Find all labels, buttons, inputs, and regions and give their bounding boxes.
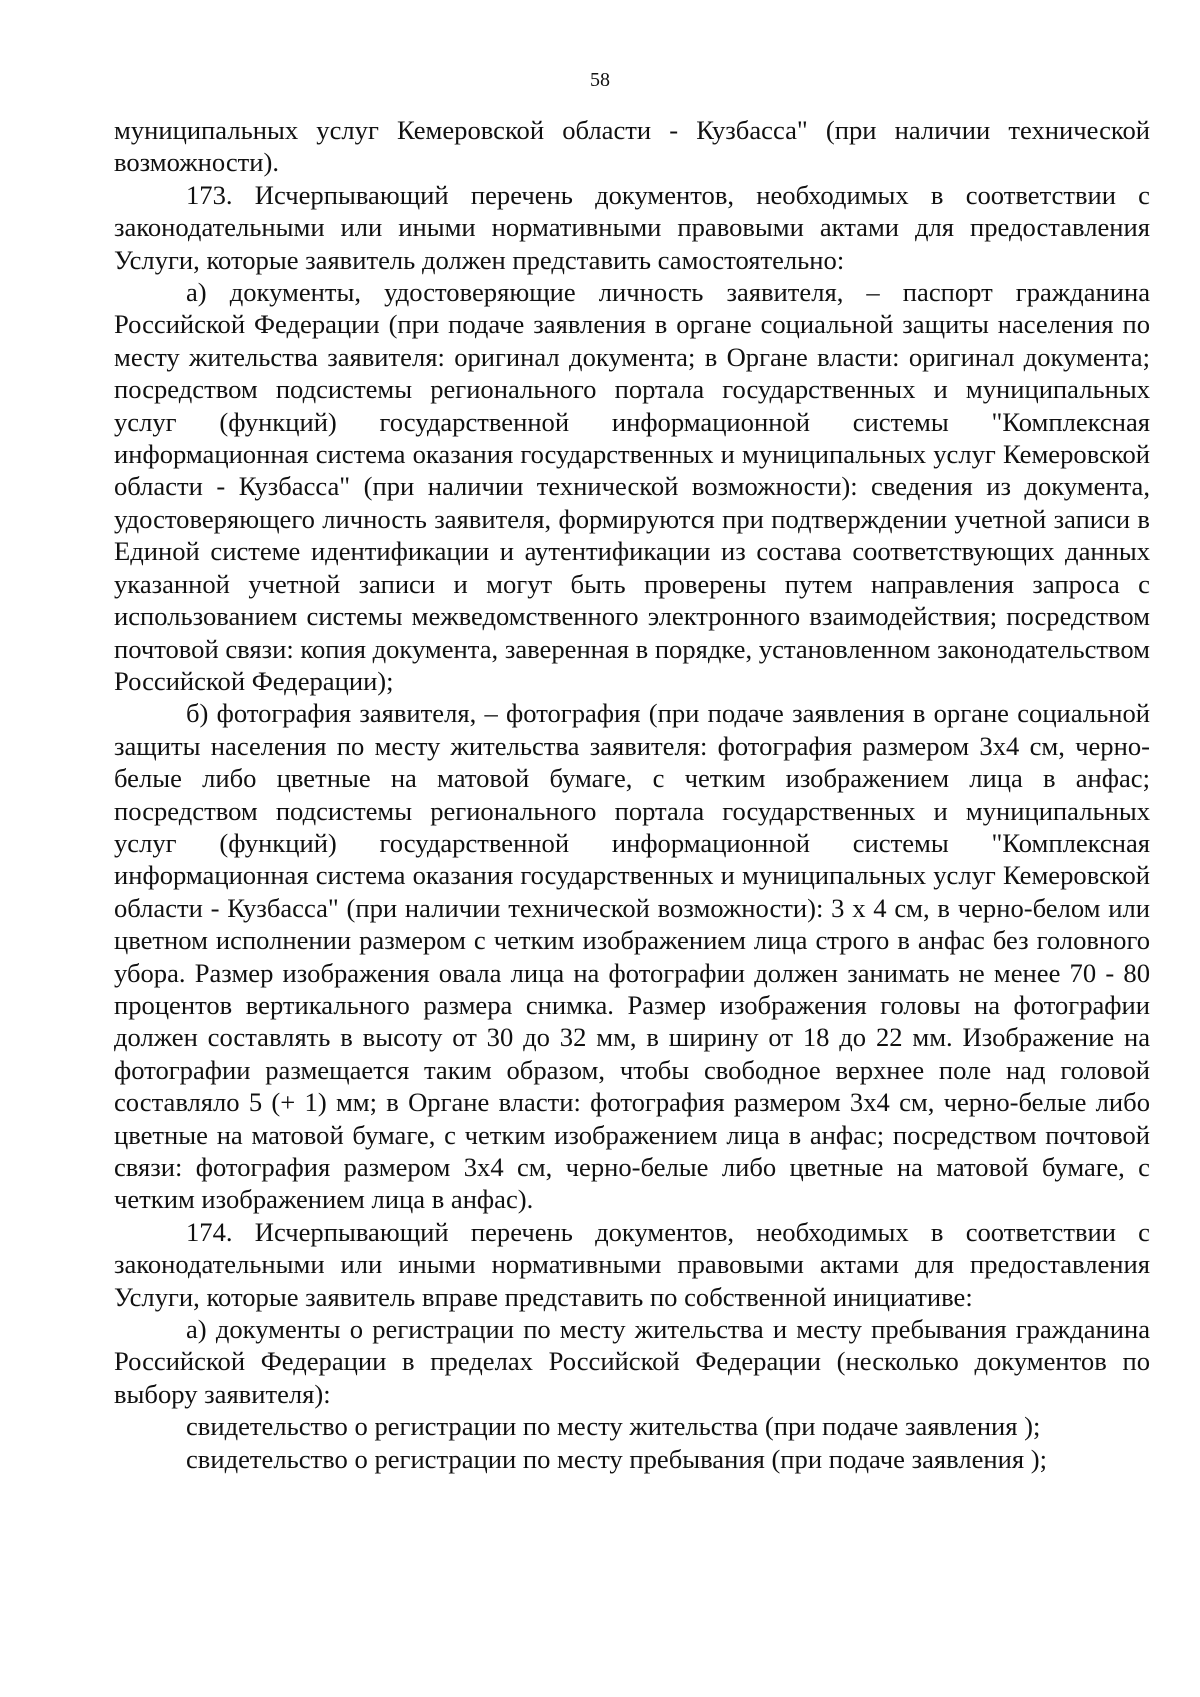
paragraph-173: 173. Исчерпывающий перечень документов, необходимых в соответствии с законодательными или иными нормативными правовыми актами для предоставления Услуги, которые заявитель должен представить самостоятельно: [114,179,1150,275]
paragraph-174-a: а) документы о регистрации по месту жительства и месту пребывания гражданина Российской Федерации в пределах Российской Федерации (несколько документов по выбору заявителя): [114,1314,1150,1409]
paragraph-continuation: муниципальных услуг Кемеровской области - Кузбасса" (при наличии технической возможности). [114,115,1150,178]
paragraph-174: 174. Исчерпывающий перечень документов, необходимых в соответствии с законодательными или иными нормативными правовыми актами для предоставления Услуги, которые заявитель вправе представить по собственной инициативе: [114,1216,1150,1312]
document-body [114,114,1150,1475]
list-item-stay-certificate: свидетельство о регистрации по месту пребывания (при подаче заявления ); [186,1443,1047,1474]
list-item-residence-certificate: свидетельство о регистрации по месту жительства (при подаче заявления ); [186,1411,1041,1442]
page-number: 58 [590,69,610,91]
paragraph-173-a: а) документы, удостоверяющие личность заявителя, – паспорт гражданина Российской Федерации (при подаче заявления в органе социальной защиты населения по месту жительства заявителя: оригинал документа; в Органе власти: оригинал документа; посредством подсистемы регионального портала государственных и муниципальных услуг (функций) государственной информационной системы "Комплексная информационная система оказания государственных и муниципальных услуг Кемеровской области - Кузбасса" (при наличии технической возможности): сведения из документа, удостоверяющего личность заявителя, формируются при подтверждении учетной записи в Единой системе идентификации и аутентификации из состава соответствующих данных указанной учетной записи и могут быть проверены путем направления запроса с использованием системы межведомственного электронного взаимодействия; посредством почтовой связи: копия документа, заверенная в порядке, установленном законодательством Российской Федерации); [114,277,1150,696]
paragraph-173-b: б) фотография заявителя, – фотография (при подаче заявления в органе социальной защиты населения по месту жительства заявителя: фотография размером 3x4 см, черно-белые либо цветные на матовой бумаге, с четким изображением лица в анфас; посредством подсистемы регионального портала государственных и муниципальных услуг (функций) государственной информационной системы "Комплексная информационная система оказания государственных и муниципальных услуг Кемеровской области - Кузбасса" (при наличии технической возможности): 3 x 4 см, в черно-белом или цветном исполнении размером с четким изображением лица строго в анфас без головного убора. Размер изображения овала лица на фотографии должен занимать не менее 70 - 80 процентов вертикального размера снимка. Размер изображения головы на фотографии должен составлять в высоту от 30 до 32 мм, в ширину от 18 до 22 мм. Изображение на фотографии размещается таким образом, чтобы свободное верхнее поле над головой составляло 5 (+ 1) мм; в Органе власти: фотография размером 3x4 см, черно-белые либо цветные на матовой бумаге, с четким изображением лица в анфас; посредством почтовой связи: фотография размером 3x4 см, черно-белые либо цветные на матовой бумаге, с четким изображением лица в анфас). [114,698,1150,1215]
